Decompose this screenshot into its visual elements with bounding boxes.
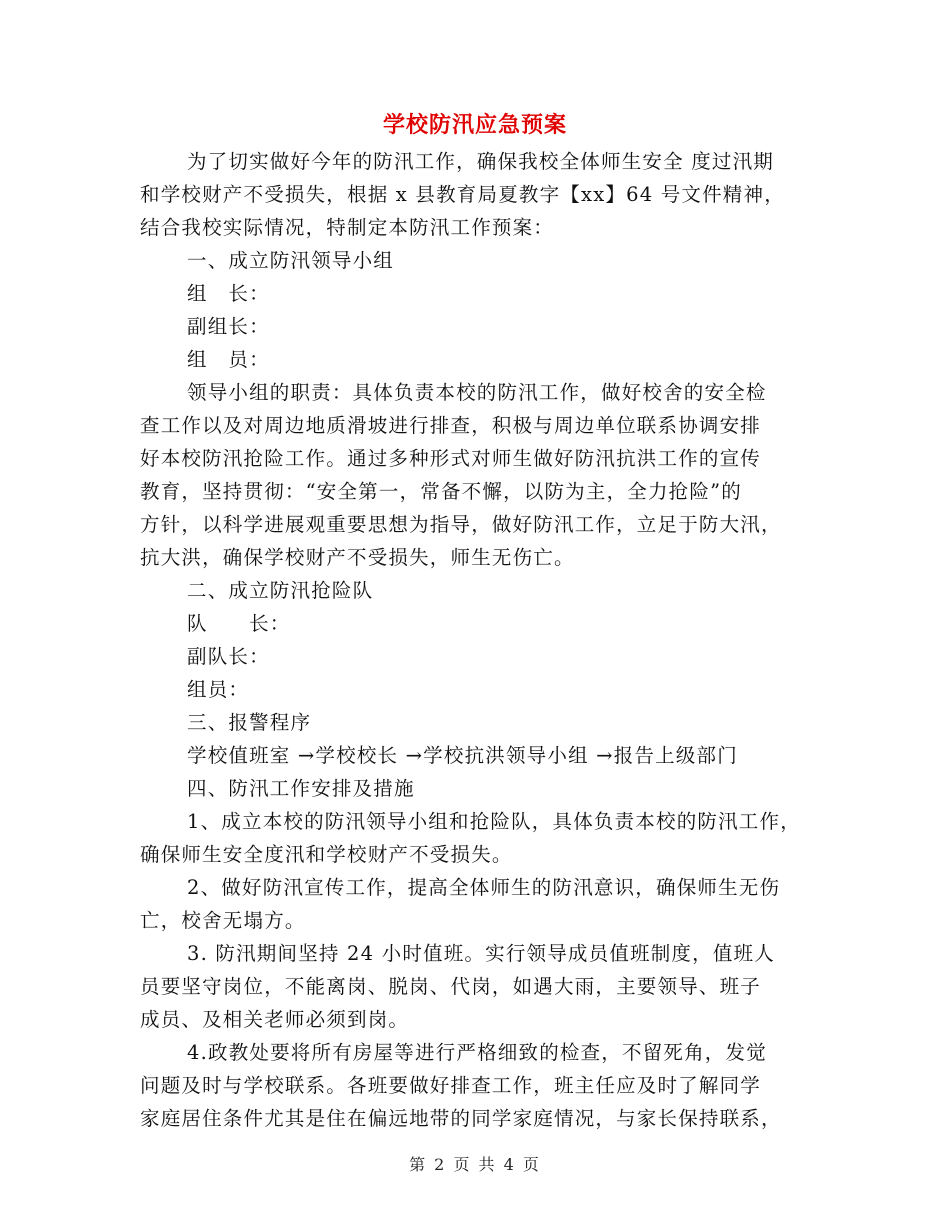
paragraph-line: 1、成立本校的防汛领导小组和抢险队，具体负责本校的防汛工作，: [187, 810, 801, 833]
paragraph-line: 3. 防汛期间坚持 24 小时值班。实行领导成员值班制度，值班人: [187, 942, 775, 965]
paragraph-line: 4.政教处要将所有房屋等进行严格细致的检查，不留死角，发觉: [187, 1041, 767, 1064]
paragraph-line: 领导小组的职责：具体负责本校的防汛工作，做好校舍的安全检: [187, 381, 767, 404]
paragraph-line: 家庭居住条件尤其是住在偏远地带的同学家庭情况，与家长保持联系，: [140, 1107, 782, 1130]
paragraph-line: 确保师生安全度汛和学校财产不受损失。: [140, 843, 513, 866]
section-heading: 一、成立防汛领导小组: [187, 249, 395, 272]
paragraph-line: 方针，以科学进展观重要思想为指导，做好防汛工作，立足于防大汛，: [140, 513, 782, 536]
paragraph-line: 亡，校舍无塌方。: [140, 909, 306, 932]
paragraph-line: 副组长：: [187, 315, 270, 338]
paragraph-line: 副队长：: [187, 645, 270, 668]
paragraph-line: 2、做好防汛宣传工作，提高全体师生的防汛意识，确保师生无伤: [187, 876, 781, 899]
section-heading: 四、防汛工作安排及措施: [187, 777, 415, 800]
paragraph-line: 员要坚守岗位，不能离岗、脱岗、代岗，如遇大雨，主要领导、班子: [140, 975, 762, 998]
paragraph-line: 成员、及相关老师必须到岗。: [140, 1008, 410, 1031]
paragraph-line: 好本校防汛抢险工作。通过多种形式对师生做好防汛抗洪工作的宣传: [140, 447, 762, 470]
paragraph-line: 和学校财产不受损失，根据 x 县教育局夏教字【xx】64 号文件精神，: [140, 183, 785, 206]
paragraph-line: 抗大洪，确保学校财产不受损失，师生无伤亡。: [140, 546, 575, 569]
paragraph-line: 学校值班室 →学校校长 →学校抗洪领导小组 →报告上级部门: [187, 744, 738, 767]
paragraph-line: 组 员：: [187, 348, 270, 371]
paragraph-line: 组员：: [187, 678, 250, 701]
section-heading: 三、报警程序: [187, 711, 312, 734]
paragraph-line: 结合我校实际情况，特制定本防汛工作预案：: [140, 216, 555, 239]
paragraph-line: 为了切实做好今年的防汛工作，确保我校全体师生安全 度过汛期: [187, 150, 774, 173]
paragraph-line: 队 长：: [187, 612, 291, 635]
paragraph-line: 教育，坚持贯彻：“安全第一，常备不懈，以防为主，全力抢险”的: [140, 480, 742, 503]
paragraph-line: 组 长：: [187, 282, 270, 305]
page-footer: 第 2 页 共 4 页: [409, 1155, 541, 1174]
document-title: 学校防汛应急预案: [382, 112, 567, 138]
paragraph-line: 查工作以及对周边地质滑坡进行排查，积极与周边单位联系协调安排: [140, 414, 762, 437]
section-heading: 二、成立防汛抢险队: [187, 579, 374, 602]
paragraph-line: 问题及时与学校联系。各班要做好排查工作，班主任应及时了解同学: [140, 1074, 762, 1097]
